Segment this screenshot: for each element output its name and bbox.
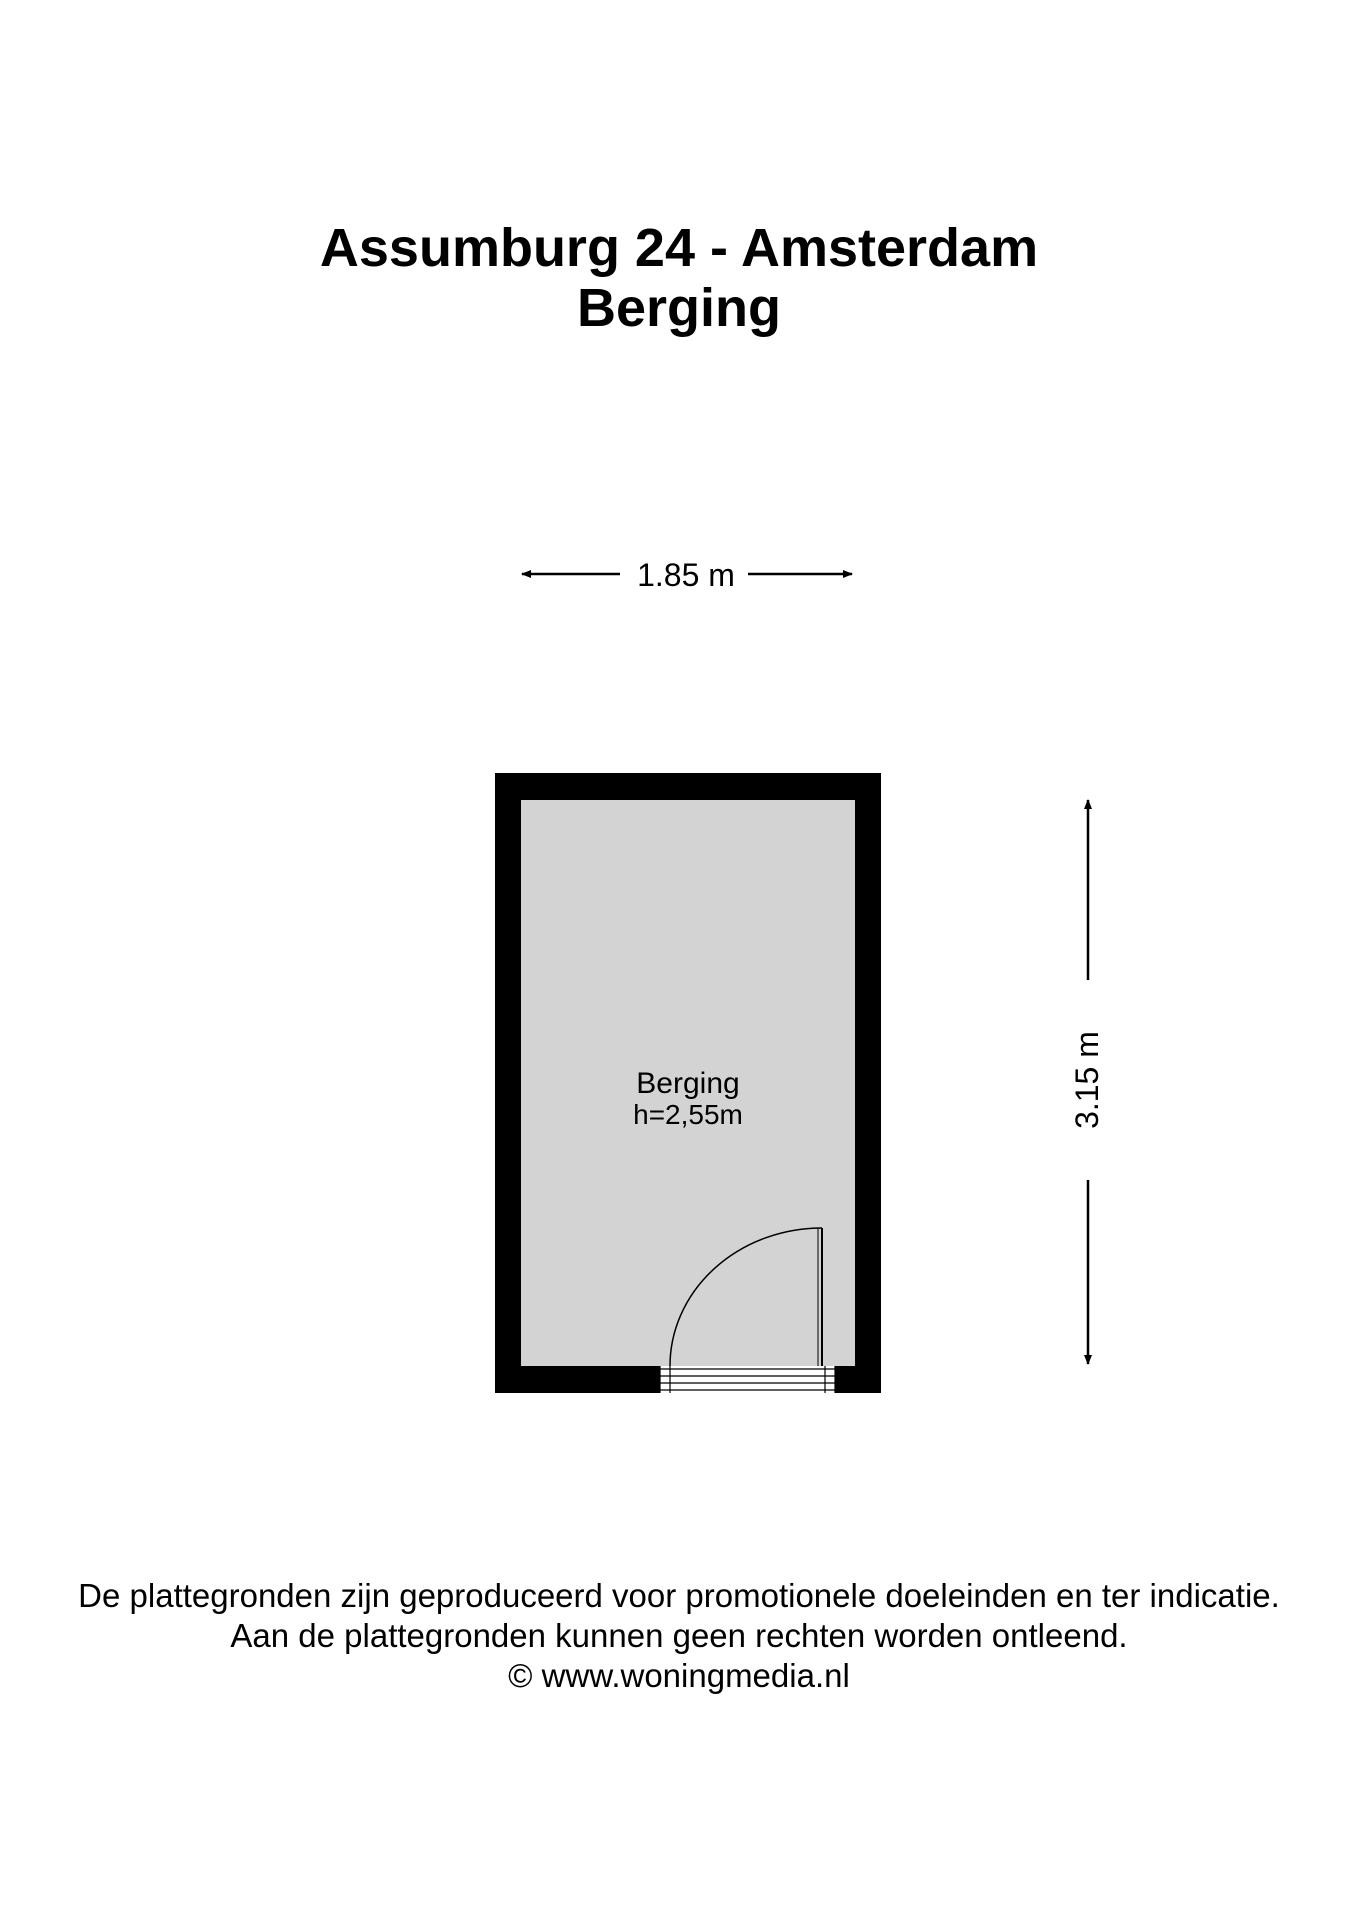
- disclaimer-line-1: De plattegronden zijn geproduceerd voor promotionele doeleinden en ter indicatie.: [78, 1577, 1280, 1614]
- copyright-notice: © www.woningmedia.nl: [508, 1657, 850, 1694]
- disclaimer-line-2: Aan de plattegronden kunnen geen rechten worden ontleend.: [230, 1617, 1128, 1654]
- room-berging: [495, 773, 881, 1393]
- page-title: Assumburg 24 - Amsterdam: [319, 218, 1039, 278]
- room-name: Berging: [636, 1067, 740, 1100]
- width-dimension: [522, 557, 852, 593]
- page-subtitle: Berging: [576, 278, 781, 338]
- width-dimension-label: 1.85 m: [637, 557, 735, 593]
- room-height: h=2,55m: [633, 1099, 743, 1130]
- door-opening: [660, 1366, 835, 1393]
- height-dimension: [1069, 800, 1105, 1364]
- height-dimension-label: 3.15 m: [1069, 1031, 1105, 1129]
